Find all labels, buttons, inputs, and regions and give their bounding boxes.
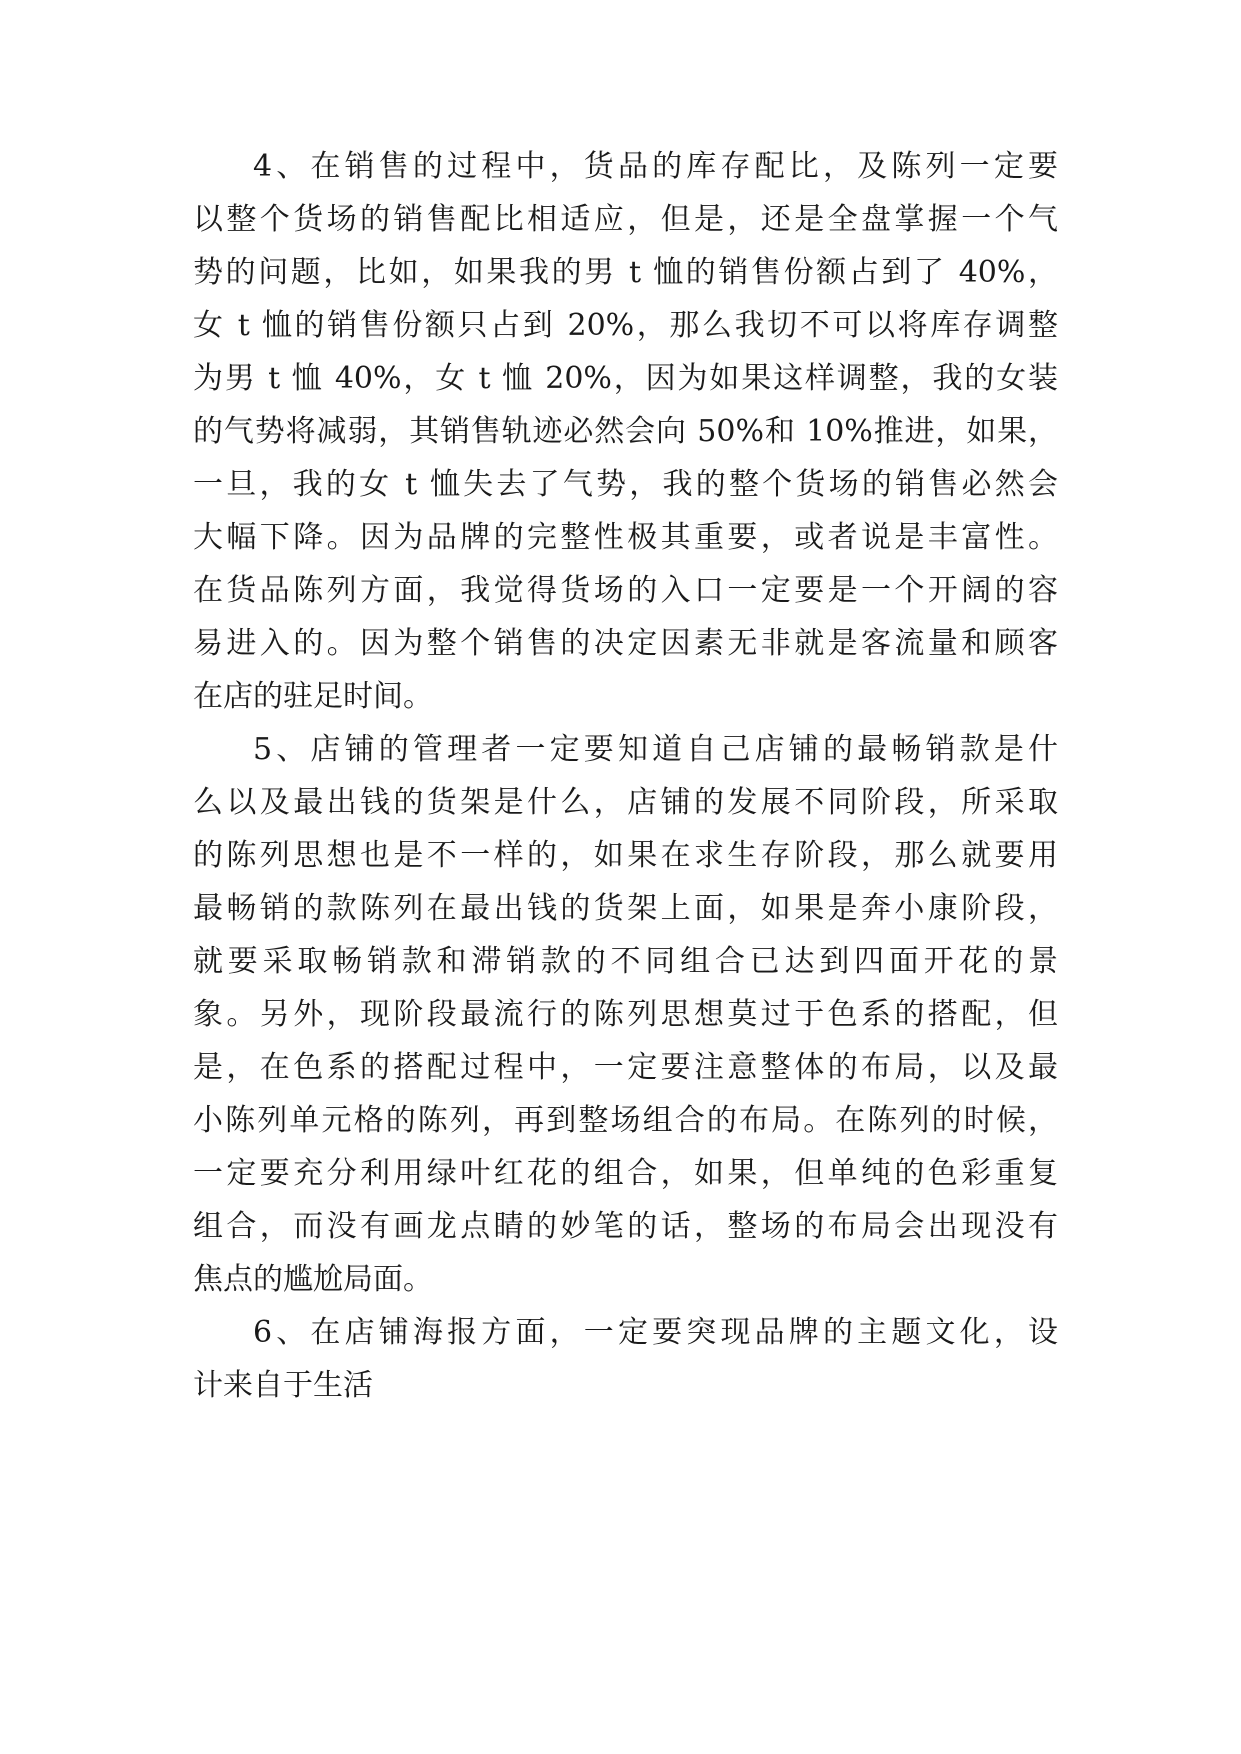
paragraph-4-line-1: 4、在销售的过程中，货品的库存配比，及陈列一定要 xyxy=(253,149,1058,184)
paragraph-4-line-8: 大幅下降。因为品牌的完整性极其重要，或者说是丰富性。 xyxy=(193,520,1058,555)
paragraph-4-line-2: 以整个货场的销售配比相适应，但是，还是全盘掌握一个气 xyxy=(193,202,1058,237)
paragraph-5-line-2: 么以及最出钱的货架是什么，店铺的发展不同阶段，所采取 xyxy=(193,785,1058,820)
paragraph-5-line-9: 一定要充分利用绿叶红花的组合，如果，但单纯的色彩重复 xyxy=(193,1156,1058,1191)
paragraph-5-line-5: 就要采取畅销款和滞销款的不同组合已达到四面开花的景 xyxy=(193,944,1058,979)
paragraph-4-line-3: 势的问题，比如，如果我的男 t 恤的销售份额占到了 40%， xyxy=(193,255,1058,290)
paragraph-4-line-6: 的气势将减弱，其销售轨迹必然会向 50%和 10%推进，如果， xyxy=(193,414,1058,449)
paragraph-4-line-9: 在货品陈列方面，我觉得货场的入口一定要是一个开阔的容 xyxy=(193,573,1058,608)
paragraph-4-line-5: 为男 t 恤 40%，女 t 恤 20%，因为如果这样调整，我的女装 xyxy=(193,361,1058,396)
paragraph-6-line-1: 6、在店铺海报方面，一定要突现品牌的主题文化，设 xyxy=(253,1315,1058,1350)
paragraph-5-line-10: 组合，而没有画龙点睛的妙笔的话，整场的布局会出现没有 xyxy=(193,1209,1058,1244)
paragraph-5-line-4: 最畅销的款陈列在最出钱的货架上面，如果是奔小康阶段， xyxy=(193,891,1058,926)
paragraph-5-line-3: 的陈列思想也是不一样的，如果在求生存阶段，那么就要用 xyxy=(193,838,1058,873)
paragraph-4-line-4: 女 t 恤的销售份额只占到 20%，那么我切不可以将库存调整 xyxy=(193,308,1058,343)
paragraph-5-line-11: 焦点的尴尬局面。 xyxy=(193,1262,433,1297)
paragraph-4-line-7: 一旦，我的女 t 恤失去了气势，我的整个货场的销售必然会 xyxy=(193,467,1058,502)
paragraph-6-line-2: 计来自于生活 xyxy=(193,1368,373,1403)
paragraph-4-line-10: 易进入的。因为整个销售的决定因素无非就是客流量和顾客 xyxy=(193,626,1058,661)
paragraph-5-line-1: 5、店铺的管理者一定要知道自己店铺的最畅销款是什 xyxy=(253,732,1058,767)
paragraph-5-line-7: 是，在色系的搭配过程中，一定要注意整体的布局，以及最 xyxy=(193,1050,1058,1085)
paragraph-4-line-11: 在店的驻足时间。 xyxy=(193,679,433,714)
paragraph-5-line-8: 小陈列单元格的陈列，再到整场组合的布局。在陈列的时候， xyxy=(193,1103,1058,1138)
paragraph-5-line-6: 象。另外，现阶段最流行的陈列思想莫过于色系的搭配，但 xyxy=(193,997,1058,1032)
